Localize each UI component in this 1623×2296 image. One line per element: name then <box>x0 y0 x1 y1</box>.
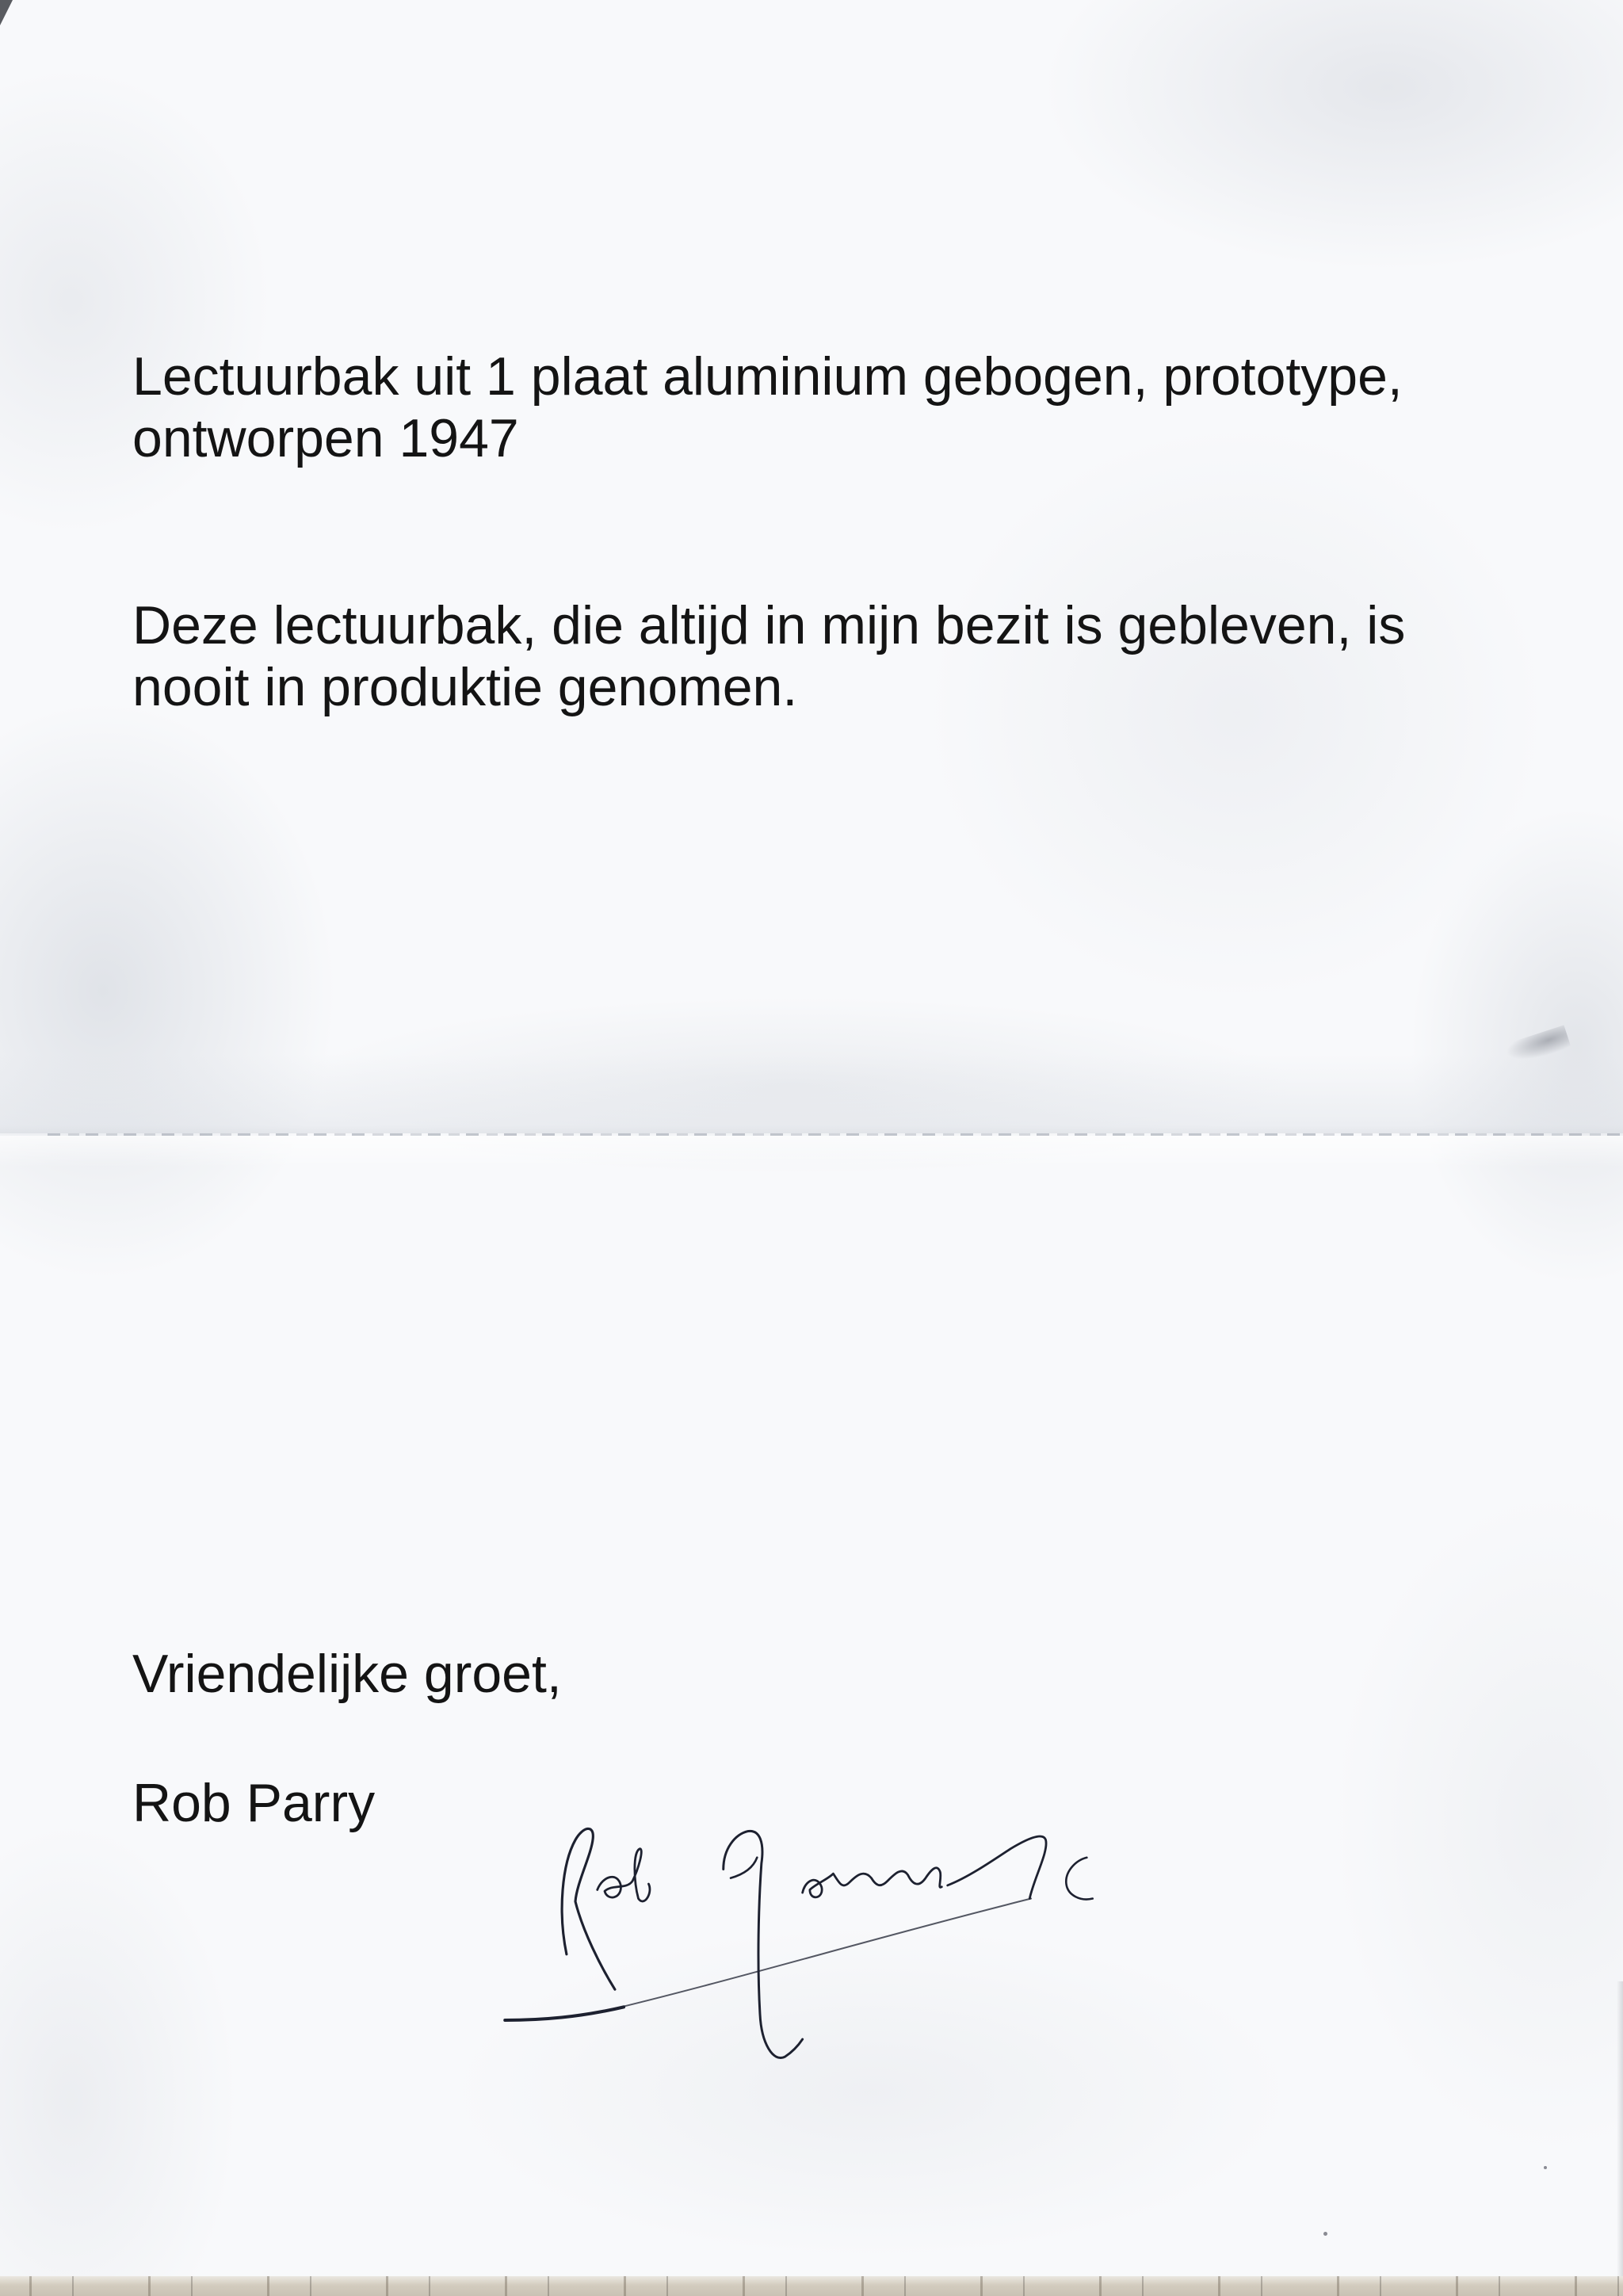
paragraph-description <box>132 346 1403 469</box>
sender-name: Rob Parry <box>132 1773 376 1833</box>
signature-stroke <box>724 1831 803 2057</box>
corner-mark <box>0 0 13 25</box>
paragraph-line: Deze lectuurbak, die altijd in mijn bezit is gebleven, is <box>132 595 1406 655</box>
signature-stroke <box>731 1858 757 1878</box>
signature-stroke <box>603 1899 1031 2011</box>
paper-right-edge <box>1617 1981 1623 2276</box>
fold-highlight <box>0 1136 1623 1167</box>
signature-stroke <box>1066 1858 1092 1900</box>
paragraph-provenance <box>132 594 1405 718</box>
paper-speck <box>1323 2232 1327 2236</box>
signature-stroke <box>562 1828 615 1989</box>
signature-stroke <box>803 1868 942 1897</box>
signature-stroke <box>598 1849 650 1901</box>
closing-greeting: Vriendelijke groet, <box>132 1644 562 1704</box>
paragraph-line: nooit in produktie genomen. <box>132 657 798 717</box>
paper-speck <box>1544 2166 1547 2169</box>
fold-shadow <box>0 1054 1623 1133</box>
signature-stroke <box>948 1836 1046 1899</box>
signature-stroke <box>505 2007 624 2020</box>
paper-bottom-edge <box>0 2276 1623 2296</box>
handwritten-signature <box>498 1817 1100 2078</box>
paragraph-line: Lectuurbak uit 1 plaat aluminium gebogen, prototype, <box>132 346 1403 407</box>
paragraph-line: ontworpen 1947 <box>132 408 519 468</box>
